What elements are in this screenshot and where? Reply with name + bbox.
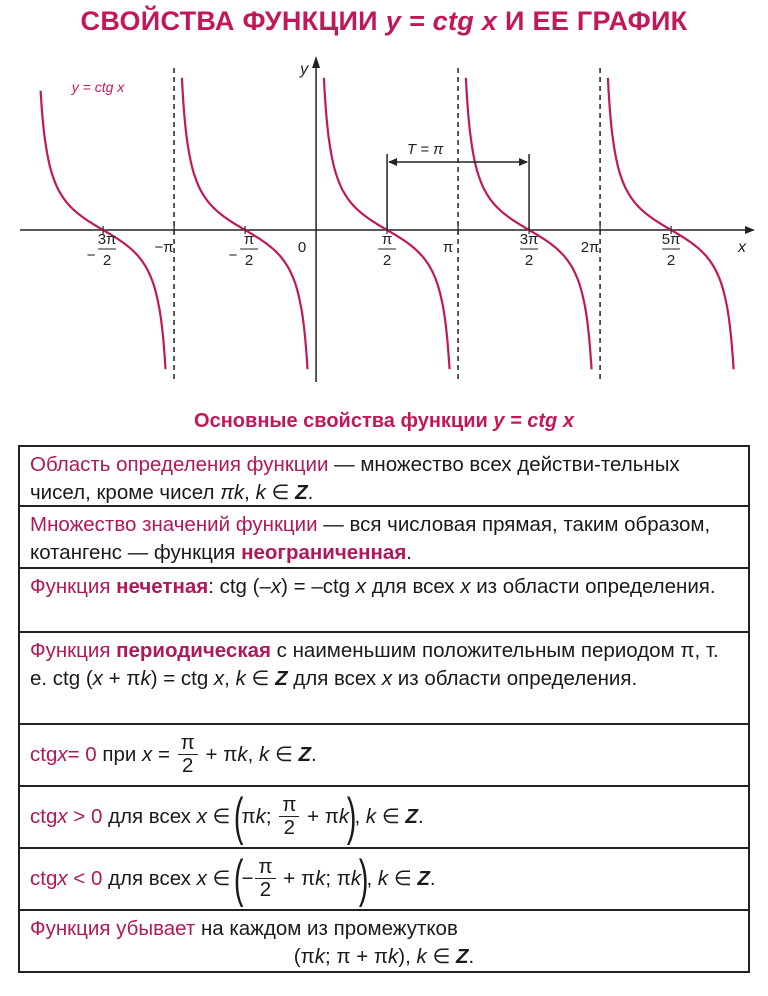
- x-tick-numerator: 3π: [97, 231, 117, 248]
- zeros-var3: k: [237, 742, 248, 766]
- range-unbounded: неограниченная: [241, 541, 407, 564]
- neg-a4: k: [350, 866, 362, 890]
- periodic-heading: Функция: [30, 639, 117, 662]
- odd-var3: x: [460, 575, 471, 598]
- pos-ctg: ctg: [30, 804, 58, 828]
- zeros-x: x: [57, 742, 68, 766]
- periodic-var2: k: [140, 667, 151, 690]
- neg-text1: для всех: [102, 866, 197, 890]
- x-tick-denominator: 2: [102, 252, 112, 269]
- pos-a3: ;: [265, 804, 278, 828]
- neg-a3: ; π: [325, 866, 351, 890]
- domain-heading: Область определения функции: [30, 453, 329, 476]
- periodic-text2: + π: [102, 667, 141, 690]
- neg-num: π: [255, 856, 275, 879]
- neg-rparen: ): [359, 849, 369, 908]
- neg-z: Z: [417, 866, 430, 890]
- period-arrowhead-left: [388, 158, 397, 166]
- pos-var3: k: [365, 804, 377, 828]
- subtitle-formula: y = ctg x: [493, 410, 574, 432]
- x-tick-numerator: π: [381, 231, 393, 248]
- neg-lt: < 0: [67, 866, 103, 890]
- x-tick-label: −π: [154, 239, 174, 256]
- pos-a5: k: [338, 804, 350, 828]
- zeros-num: π: [178, 732, 198, 755]
- pos-in: ∈: [206, 804, 237, 828]
- zeros-eq: = 0: [67, 742, 97, 766]
- dec-d: k: [388, 945, 399, 968]
- pos-gt: > 0: [67, 804, 103, 828]
- property-periodic: [18, 633, 750, 725]
- pos-end: .: [417, 804, 424, 828]
- periodic-text4: ,: [224, 667, 236, 690]
- decreasing-text: на каждом из промежутков: [195, 917, 458, 940]
- neg-end: .: [429, 866, 436, 890]
- domain-text: — множество всех действи-тельных чисел, кроме чисел: [30, 453, 680, 504]
- x-axis-label: x: [738, 239, 746, 256]
- domain-in: ∈: [265, 481, 296, 504]
- neg-lparen: (: [234, 849, 244, 908]
- periodic-var6: x: [381, 667, 393, 690]
- property-domain: [18, 445, 750, 507]
- pos-a4: + π: [301, 804, 339, 828]
- neg-ctg: ctg: [30, 866, 58, 890]
- odd-keyword: нечетная: [116, 575, 209, 598]
- zeros-fraction: [178, 732, 198, 777]
- x-tick-label: π: [442, 239, 454, 256]
- range-text: — вся числовая прямая, таким образом, котангенс — функция: [30, 513, 711, 564]
- dec-c: ; π + π: [324, 945, 389, 968]
- domain-sep: ,: [244, 481, 256, 504]
- pos-a1: π: [241, 804, 256, 828]
- property-negative: [18, 849, 750, 911]
- zeros-text2: =: [152, 742, 176, 766]
- x-tick-numerator: 3π: [519, 231, 539, 248]
- zeros-var4: k: [259, 742, 270, 766]
- origin-label: 0: [297, 239, 307, 256]
- neg-den: 2: [259, 878, 272, 901]
- zeros-den: 2: [182, 754, 194, 777]
- dec-b: k: [314, 945, 325, 968]
- neg-in: ∈: [206, 866, 237, 890]
- dec-g: ∈: [426, 945, 456, 968]
- domain-k: k: [255, 481, 266, 504]
- neg-text4: ∈: [388, 866, 418, 890]
- title-suffix: И ЕЕ ГРАФИК: [497, 6, 688, 36]
- periodic-text6: для всех: [287, 667, 382, 690]
- dec-f: k: [416, 945, 427, 968]
- pos-text3: ,: [354, 804, 366, 828]
- odd-text3: для всех: [366, 575, 461, 598]
- odd-var1: –x: [259, 575, 282, 598]
- cotangent-branch: [182, 78, 308, 369]
- period-label: T = π: [406, 141, 444, 158]
- page-title: [0, 6, 768, 37]
- pos-text4: ∈: [376, 804, 406, 828]
- property-range: [18, 507, 750, 569]
- neg-fraction: [255, 856, 275, 901]
- pos-num: π: [279, 794, 299, 817]
- periodic-var4: k: [235, 667, 246, 690]
- pos-den: 2: [283, 816, 296, 839]
- x-tick-denominator: 2: [382, 252, 392, 269]
- domain-end: .: [307, 481, 314, 504]
- x-tick-label: 2π: [580, 239, 600, 256]
- zeros-z: Z: [298, 742, 312, 766]
- pos-z: Z: [405, 804, 418, 828]
- y-axis-label: y: [300, 61, 309, 78]
- x-tick-denominator: 2: [244, 252, 254, 269]
- subtitle-prefix: Основные свойства функции: [194, 410, 494, 432]
- pos-x: x: [57, 804, 68, 828]
- title-formula: y = ctg x: [385, 6, 498, 36]
- periodic-z: Z: [275, 667, 288, 690]
- decreasing-heading: Функция убывает: [30, 917, 196, 940]
- periodic-var1: x: [92, 667, 103, 690]
- y-axis-arrow: [312, 56, 320, 68]
- periodic-text7: из области определения.: [392, 667, 638, 690]
- dec-end: .: [468, 945, 475, 968]
- dec-z: Z: [456, 945, 469, 968]
- periodic-var3: x: [213, 667, 225, 690]
- x-tick-denominator: 2: [524, 252, 534, 269]
- periodic-text1: с наименьшим положительным периодом π, т. е. ctg (: [30, 639, 719, 690]
- neg-a1: + π: [277, 866, 316, 890]
- properties-table: [18, 445, 750, 973]
- pos-a2: k: [255, 804, 266, 828]
- property-positive: [18, 787, 750, 849]
- periodic-text3: ) = ctg: [150, 667, 214, 690]
- odd-text1: : ctg (: [208, 575, 260, 598]
- zeros-var2: x: [142, 742, 153, 766]
- x-tick-sign: −: [228, 247, 238, 264]
- neg-x: x: [57, 866, 68, 890]
- x-tick-sign: −: [86, 247, 96, 264]
- periodic-keyword: периодическая: [116, 639, 271, 662]
- pos-var2: x: [196, 804, 207, 828]
- zeros-ctg: ctg: [30, 742, 58, 766]
- property-decreasing: [18, 911, 750, 973]
- neg-a2: k: [315, 866, 326, 890]
- dec-a: (π: [293, 945, 315, 968]
- pos-fraction: [279, 794, 299, 839]
- odd-text4: из области определения.: [470, 575, 716, 598]
- neg-var3: k: [377, 866, 389, 890]
- zeros-text3: + π: [199, 742, 238, 766]
- pos-rparen: ): [347, 787, 357, 846]
- pos-lparen: (: [234, 787, 244, 846]
- x-tick-numerator: 5π: [661, 231, 681, 248]
- range-heading: Множество значений функции: [30, 513, 318, 536]
- zeros-text5: ∈: [269, 742, 299, 766]
- zeros-end: .: [311, 742, 317, 766]
- property-zeros: [18, 725, 750, 787]
- odd-var2: x: [355, 575, 367, 598]
- odd-text2: ) = –ctg: [281, 575, 356, 598]
- odd-heading: Функция: [30, 575, 117, 598]
- curve-label: y = ctg x: [71, 79, 125, 95]
- dec-e: ),: [398, 945, 417, 968]
- x-tick-numerator: π: [243, 231, 255, 248]
- cotangent-graph: [0, 52, 768, 392]
- x-tick-denominator: 2: [666, 252, 676, 269]
- cotangent-branch: [608, 78, 734, 370]
- property-odd: [18, 569, 750, 633]
- range-end: .: [406, 541, 412, 564]
- properties-subtitle: [0, 410, 768, 433]
- periodic-text5: ∈: [245, 667, 276, 690]
- title-prefix: СВОЙСТВА ФУНКЦИИ: [80, 6, 386, 36]
- decreasing-interval: [30, 943, 738, 971]
- neg-text3: ,: [366, 866, 378, 890]
- zeros-text1: при: [96, 742, 143, 766]
- x-axis-arrow: [745, 226, 755, 234]
- neg-var2: x: [196, 866, 207, 890]
- domain-z: Z: [295, 481, 308, 504]
- domain-var: πk: [220, 481, 245, 504]
- zeros-text4: ,: [247, 742, 259, 766]
- period-arrowhead-right: [519, 158, 528, 166]
- pos-text1: для всех: [102, 804, 197, 828]
- neg-minus: −: [241, 866, 254, 890]
